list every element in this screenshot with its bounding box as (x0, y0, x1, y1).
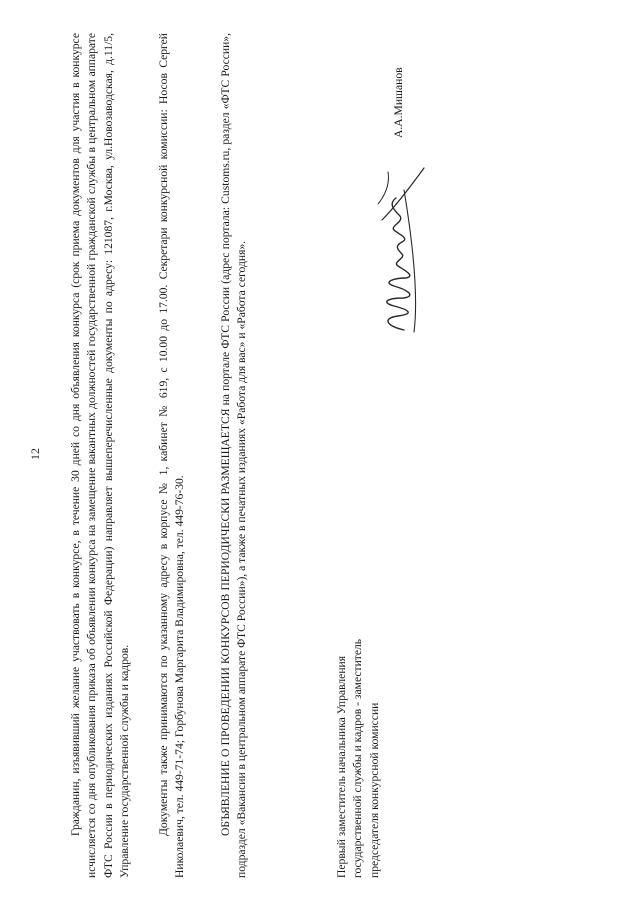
paragraph-documents-contact: Документы также принимаются по указанному адресу в корпусе № 1, кабинет № 619, с 10.00 до 17.00. Секретари конкурсной комиссии: Носов Сергей Николаевич, тел. 449-71-74; Горбунова Маргарита Владимировна, тел. 449-76-30. (157, 33, 187, 878)
signatory-title-line: Первый заместитель начальника Управления (335, 655, 348, 878)
signatory-title (334, 578, 383, 878)
signatory-title-line: государственной службы и кадров - заместитель (351, 638, 365, 878)
signatory-title-line: председателя конкурсной комиссии (367, 702, 381, 878)
signatory-name: А.А.Мишанов (392, 67, 405, 138)
page-number: 12 (28, 448, 42, 460)
handwritten-signature (364, 160, 434, 340)
paragraph-application-deadline: Гражданин, изъявивший желание участвовать в конкурсе, в течение 30 дней со дня объявления конкурса (срок приема документов для участия в конкурсе исчисляется со дня опубликования приказа об объявлении конкурса на замещение вакантных должностей государственной гражданской службы в центральном аппарате ФТС России в периодических изданиях Российской Федерации) направляет вышеперечисленные документы по адресу: 121087, г.Москва, ул.Новозаводская, д.11/5, Управление государственной службы и кадров. (69, 33, 132, 878)
paragraph-announcement-portal: ОБЪЯВЛЕНИЕ О ПРОВЕДЕНИИ КОНКУРСОВ ПЕРИОДИЧЕСКИ РАЗМЕЩАЕТСЯ на портале ФТС России (адрес портала: Customs.ru, раздел «ФТС России», подраздел «Вакансии в центральном аппарате ФТС России»), а также в печатных изданиях «Работа для вас» и «Работа сегодня». (219, 33, 249, 878)
